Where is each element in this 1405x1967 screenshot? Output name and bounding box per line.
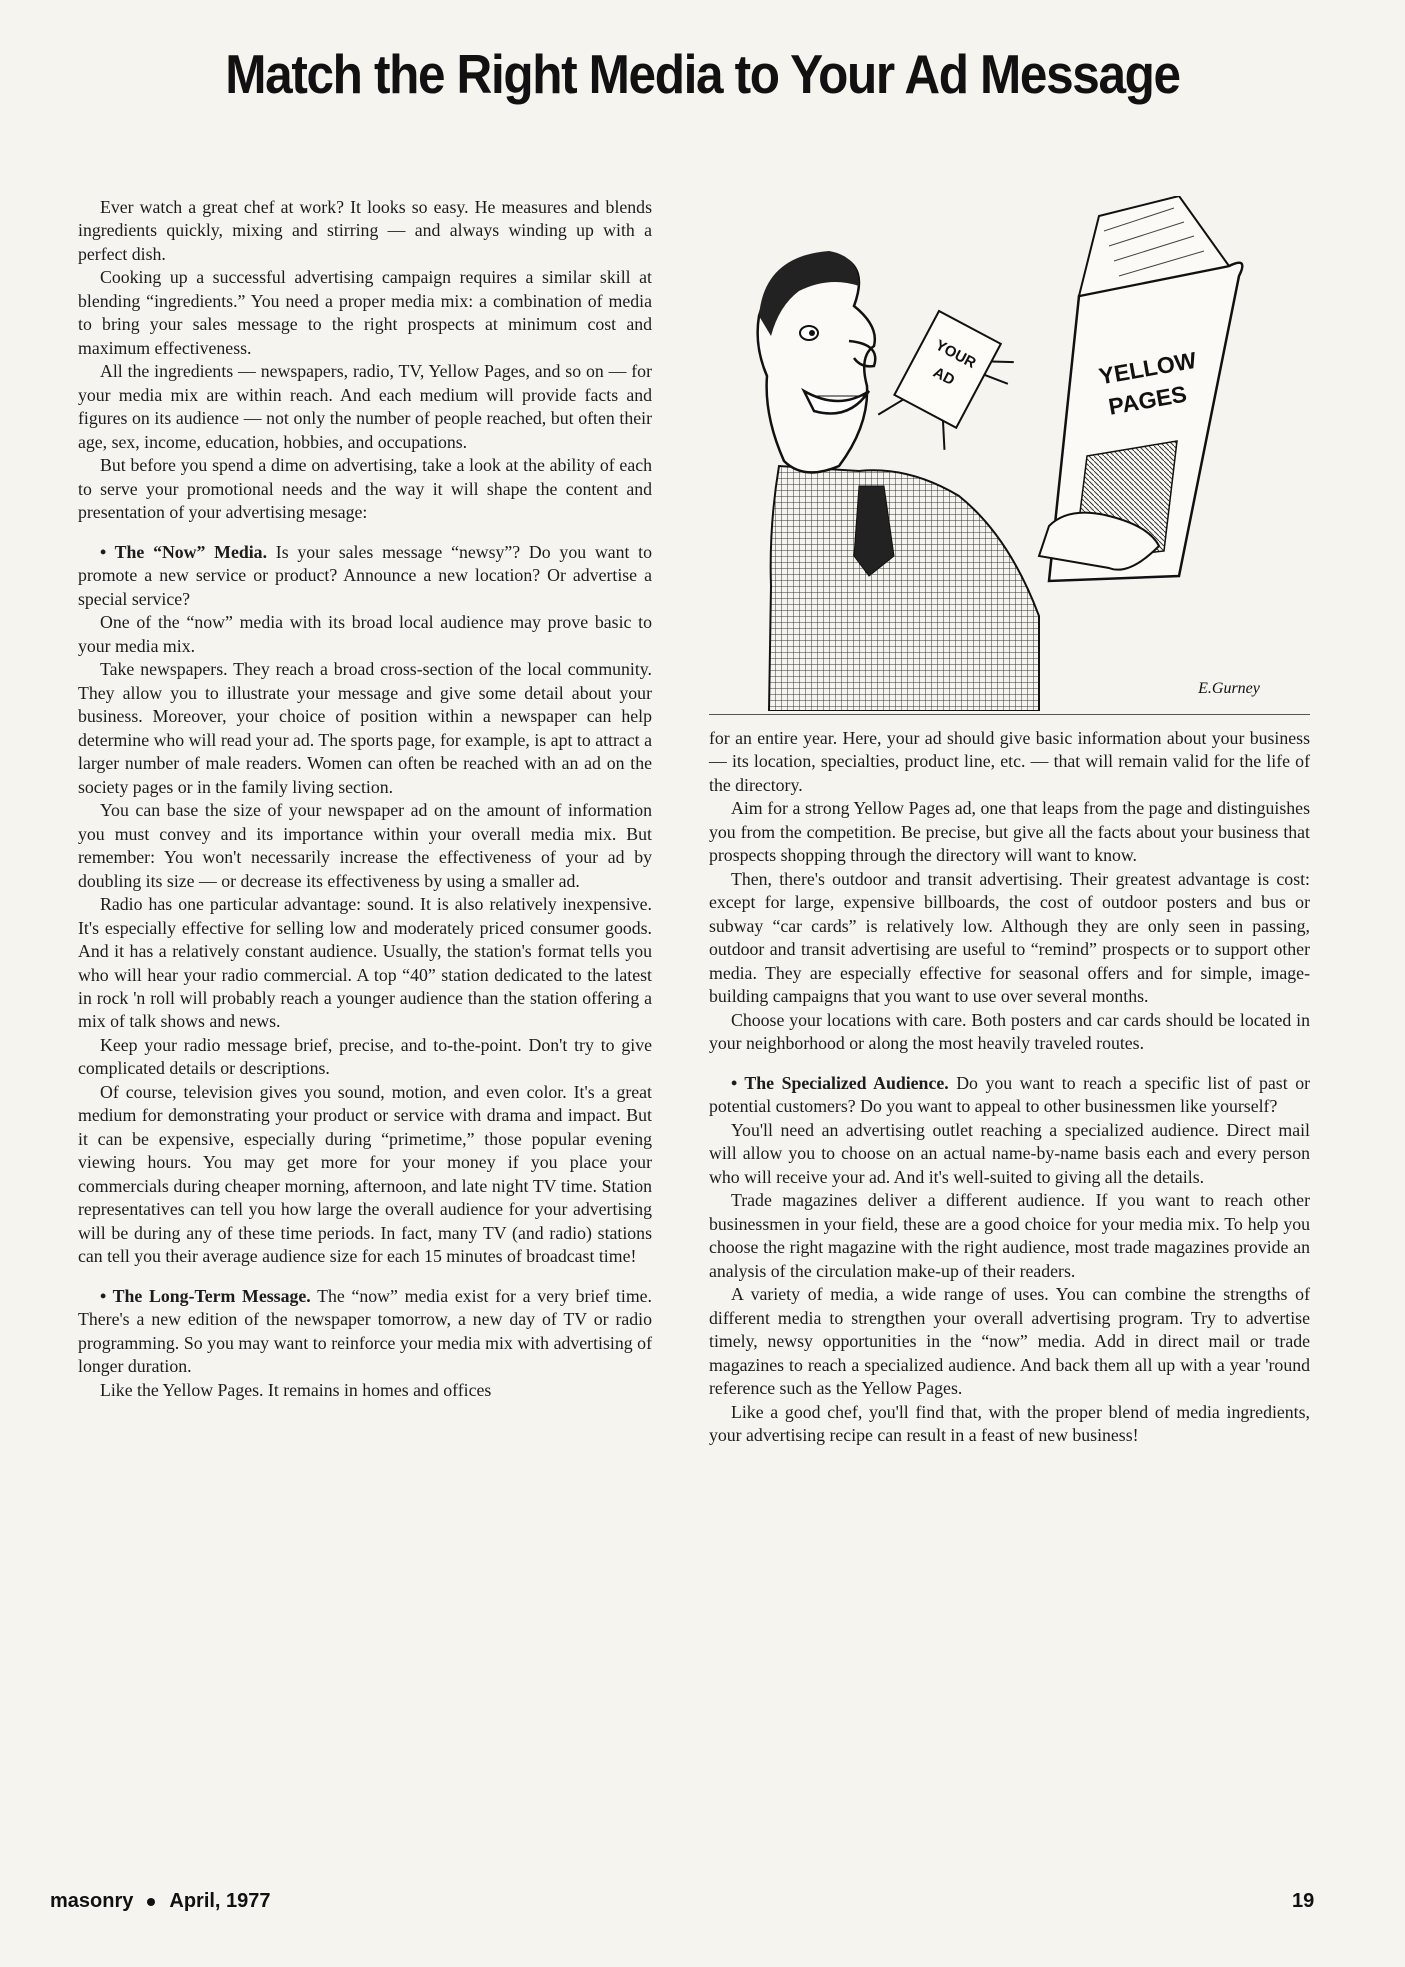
paragraph: for an entire year. Here, your ad should give basic information about your business — its location, specialties, product line, etc. — that will remain valid for the life of the directory. — [709, 728, 1310, 795]
section-text: Do you want to reach a specific list of past or potential customers? Do you want to appeal to other businessmen like yourself? — [709, 1072, 1311, 1117]
paragraph: Of course, television gives you sound, motion, and even color. It's a great medium for demonstrating your product or service with drama and impact. But it can be expensive, especially during “primetime,” those popular evening viewing hours. You may get more for your money if you place your commercials during cheaper morning, afternoon, and late night TV time. Station representatives can tell you how large the overall audience for your advertising will be during any of these time periods. In fact, many TV (and radio) stations can tell you their average audience size for each 15 minutes of broadcast time! — [78, 1081, 652, 1267]
paragraph: Aim for a strong Yellow Pages ad, one that leaps from the page and distinguishes you from the competition. Be precise, but give all the facts about your business that prospects shopping through the directory will want to know. — [709, 798, 1310, 866]
paragraph: Radio has one particular advantage: sound. It is also relatively inexpensive. It's especially effective for selling low and moderately priced consumer goods. And it has a relatively constant audience. Usually, the station's format tells you who will hear your radio commercial. A top “40” station dedicated to the latest in rock 'n roll will probably reach a younger audience than the station offering a mix of talk shows and news. — [78, 894, 652, 1032]
paragraph: Choose your locations with care. Both posters and car cards should be located in your neighborhood or along the most heavily traveled routes. — [709, 1009, 1310, 1054]
paragraph: One of the “now” media with its broad local audience may prove basic to your media mix. — [78, 612, 652, 656]
section-heading: • The Specialized Audience. — [731, 1072, 949, 1093]
illustration-rule — [709, 714, 1310, 715]
section-now-media — [78, 541, 652, 611]
paragraph: Trade magazines deliver a different audience. If you want to reach other businessmen in your field, these are a good choice for your media mix. To help you choose the right magazine with the right audience, most trade magazines provide an analysis of the circulation make-up of their readers. — [709, 1190, 1310, 1281]
paragraph: Like the Yellow Pages. It remains in homes and offices — [100, 1379, 492, 1400]
paragraph: All the ingredients — newspapers, radio, TV, Yellow Pages, and so on — for your media mix are within reach. And each medium will provide facts and figures on its audience — not only the number of people reached, but often their age, sex, income, education, hobbies, and occupations. — [78, 361, 652, 452]
section-text: The “now” media exist for a very brief time. There's a new edition of the newspaper tomorrow, a new day of TV or radio programming. So you may want to reinforce your media mix with advertising of longer duration. — [78, 1285, 652, 1377]
issue-date: April, 1977 — [169, 1890, 271, 1912]
cartoon-illustration — [709, 196, 1310, 711]
book-title-line1: YELLOW — [1096, 346, 1199, 390]
flyer-text-line1: YOUR — [932, 336, 979, 373]
paragraph: Take newspapers. They reach a broad cross-section of the local community. They allow you to illustrate your message and give some detail about your business. Moreover, your choice of position within a newspaper can help determine who will read your ad. The sports page, for example, is apt to attract a larger number of male readers. Women can often be reached with an ad on the society pages or in the family living section. — [78, 659, 652, 797]
your-ad-flyer — [878, 309, 1023, 462]
section-heading: • The Long-Term Message. — [100, 1285, 311, 1306]
artist-signature: E.Gurney — [1198, 680, 1260, 697]
footer-publication — [50, 1890, 271, 1913]
flyer-text-line2: AD — [930, 363, 958, 390]
paragraph: You can base the size of your newspaper ad on the amount of information you must convey and its importance within your overall media mix. But remember: You won't necessarily increase the effectiveness of your ad by doubling its size — or decrease its effectiveness by using a smaller ad. — [78, 800, 652, 891]
man-head — [758, 251, 876, 472]
book-title-line2: PAGES — [1106, 380, 1189, 420]
paragraph: Like a good chef, you'll find that, with the proper blend of media ingredients, your advertising recipe can result in a feast of new business! — [709, 1401, 1310, 1446]
paragraph: But before you spend a dime on advertising, take a look at the ability of each to serve your promotional needs and the way it will shape the content and presentation of your advertising mesage: — [78, 455, 652, 523]
paragraph: Keep your radio message brief, precise, and to-the-point. Don't try to give complicated details or descriptions. — [78, 1034, 652, 1079]
paragraph: A variety of media, a wide range of uses. You can combine the strengths of different media to strengthen your overall advertising program. Try to advertise timely, newsy opportunities in the “now” media. Add in direct mail or trade magazines to reach a specialized audience. And back them all up with a year 'round reference such as the Yellow Pages. — [709, 1284, 1310, 1399]
paragraph: Ever watch a great chef at work? It looks so easy. He measures and blends ingredients quickly, mixing and stirring — and always winding up with a perfect dish. — [78, 197, 652, 264]
section-long-term — [78, 1285, 652, 1379]
man-suit — [769, 466, 1039, 711]
right-column — [709, 727, 1310, 1448]
paragraph: Then, there's outdoor and transit advertising. Their greatest advantage is cost: except for large, expensive billboards, the cost of outdoor posters and bus or subway “car cards” is relatively low. Although they are only seen in passing, outdoor and transit advertising are useful to “remind” prospects or to support other media. They are especially effective for seasonal offers and for simple, image-building campaigns that you want to use over several months. — [709, 868, 1310, 1007]
section-specialized — [709, 1072, 1310, 1119]
paragraph: You'll need an advertising outlet reaching a specialized audience. Direct mail will allow you to choose on an actual name-by-name basis each and every person who will receive your ad. And it's well-suited to giving all the details. — [709, 1119, 1310, 1187]
publication-name: masonry — [50, 1890, 134, 1912]
section-text: Is your sales message “newsy”? Do you want to promote a new service or product? Announce a new location? Or advertise a special service? — [78, 541, 653, 609]
left-column — [78, 196, 652, 1402]
section-heading: • The “Now” Media. — [100, 541, 268, 562]
paragraph: Cooking up a successful advertising campaign requires a similar skill at blending “ingredients.” You need a proper media mix: a combination of media to bring your sales message to the right prospects at minimum cost and maximum effectiveness. — [78, 267, 652, 358]
bullet-icon — [147, 1898, 155, 1906]
page-number: 19 — [1292, 1890, 1315, 1912]
page-title: Match the Right Media to Your Ad Message — [225, 43, 1180, 105]
